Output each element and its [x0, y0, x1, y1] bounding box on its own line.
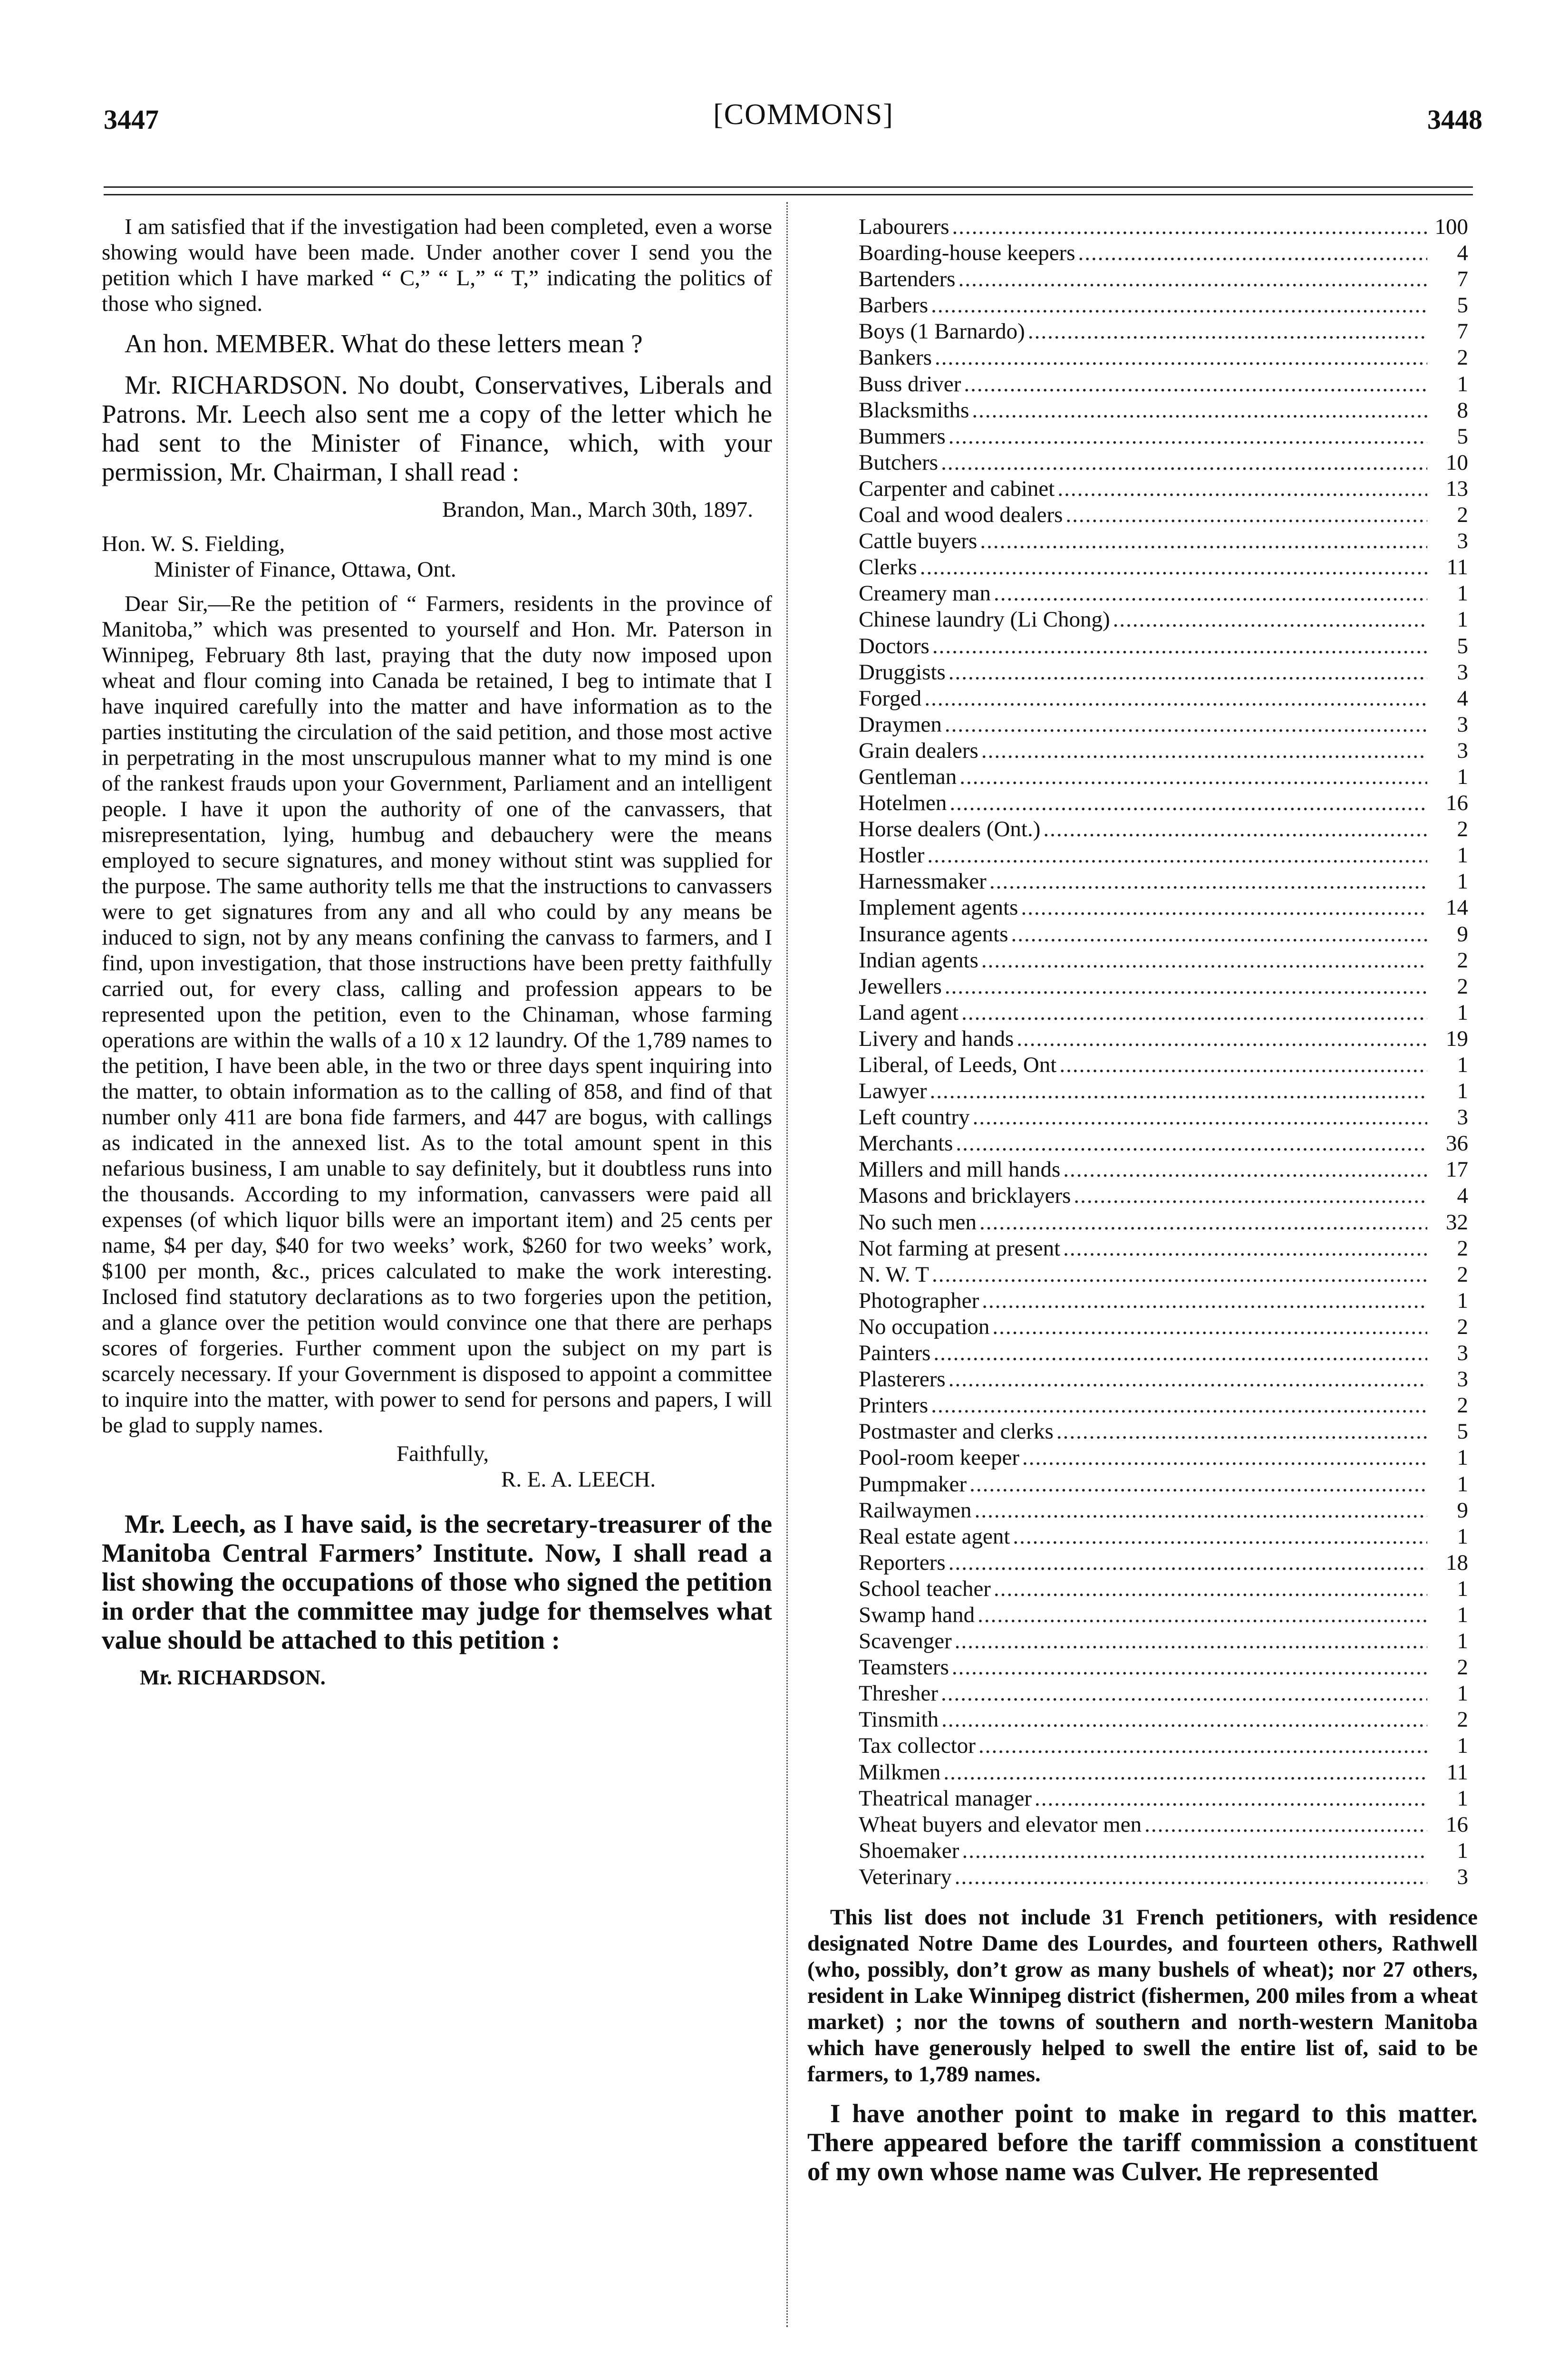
occupation-row [807, 1445, 1478, 1471]
header-rule-bottom [104, 194, 1473, 195]
occupation-name: Hotelmen [859, 791, 947, 816]
occupation-row [807, 1786, 1478, 1812]
page-number-right: 3448 [1427, 104, 1482, 135]
occupation-name: Gentleman [859, 764, 957, 789]
dot-leader [1011, 921, 1428, 947]
dot-leader [930, 1078, 1427, 1104]
dot-leader [1063, 1236, 1427, 1262]
occupation-count: 3 [1457, 1341, 1468, 1366]
occupation-count: 13 [1446, 476, 1468, 501]
occupation-name: Labourers [859, 214, 949, 239]
dot-leader [941, 1707, 1427, 1733]
occupation-count: 7 [1457, 319, 1468, 344]
occupation-row [807, 895, 1478, 921]
occupation-row [807, 974, 1478, 1000]
paragraph-leech-secretary: Mr. Leech, as I have said, is the secretary-treasurer of the Manitoba Central Farmers’ Institute. Now, I shall read a list showing the occupations of those who signed the petition in order that the committee may judge for themselves what value should be attached to this petition : [102, 1509, 772, 1654]
occupation-count: 1 [1457, 1053, 1468, 1077]
dot-leader [949, 790, 1427, 816]
dot-leader [1022, 1445, 1427, 1471]
dot-leader [952, 1654, 1427, 1681]
occupation-count: 2 [1457, 1393, 1468, 1418]
occupation-row [807, 1681, 1478, 1707]
occupation-count: 1 [1457, 843, 1468, 868]
occupation-name: Tinsmith [859, 1707, 939, 1732]
dot-leader [992, 1314, 1427, 1340]
occupation-row [807, 686, 1478, 712]
occupation-count: 1 [1457, 1445, 1468, 1470]
occupation-row [807, 1602, 1478, 1628]
occupation-row [807, 790, 1478, 816]
occupation-count: 9 [1457, 1498, 1468, 1523]
occupation-count: 2 [1457, 1262, 1468, 1287]
occupation-row [807, 502, 1478, 528]
dot-leader [1021, 895, 1427, 921]
occupation-row [807, 319, 1478, 345]
dot-leader [945, 712, 1427, 738]
occupation-row [807, 607, 1478, 633]
occupation-row [807, 1026, 1478, 1052]
occupation-count: 1 [1457, 764, 1468, 789]
occupation-name: Grain dealers [859, 738, 978, 763]
dot-leader [1113, 607, 1427, 633]
occupation-name: Liberal, of Leeds, Ont [859, 1053, 1057, 1077]
occupation-row [807, 1157, 1478, 1183]
occupation-name: Wheat buyers and elevator men [859, 1812, 1142, 1837]
occupation-name: Hostler [859, 843, 925, 868]
occupation-count: 5 [1457, 1419, 1468, 1444]
occupation-row [807, 345, 1478, 371]
paragraph-another-point: I have another point to make in regard to this matter. There appeared before the tariff commission a constituent of my own whose name was Culver. He represented [807, 2099, 1478, 2186]
dot-leader [964, 371, 1427, 397]
occupation-row [807, 1524, 1478, 1550]
occupation-row [807, 712, 1478, 738]
occupation-name: Teamsters [859, 1655, 949, 1680]
dot-leader [1016, 1026, 1427, 1052]
dot-leader [978, 1602, 1427, 1628]
occupation-name: Plasterers [859, 1367, 946, 1392]
dot-leader [949, 1366, 1427, 1392]
occupation-row [807, 1209, 1478, 1236]
occupation-row [807, 1052, 1478, 1078]
occupation-count: 4 [1457, 241, 1468, 266]
occupation-row [807, 397, 1478, 424]
right-column [807, 214, 1478, 2186]
dot-leader [924, 686, 1427, 712]
occupation-row [807, 659, 1478, 686]
column-divider [786, 202, 788, 2327]
occupation-name: Clerks [859, 555, 917, 580]
occupation-count: 10 [1446, 450, 1468, 475]
occupation-count: 100 [1434, 214, 1468, 239]
running-header: [COMMONS] [713, 98, 894, 131]
occupation-count: 18 [1446, 1550, 1468, 1575]
dot-leader [981, 738, 1427, 764]
occupation-row [807, 1498, 1478, 1524]
occupation-name: Horse dealers (Ont.) [859, 817, 1041, 842]
occupation-row [807, 1707, 1478, 1733]
occupation-row [807, 580, 1478, 607]
occupation-name: Painters [859, 1341, 931, 1366]
dot-leader [931, 1392, 1427, 1419]
occupation-row [807, 1262, 1478, 1288]
occupation-count: 16 [1446, 1812, 1468, 1837]
occupation-row [807, 476, 1478, 502]
occupation-name: Milkmen [859, 1759, 941, 1785]
dot-leader [943, 1759, 1427, 1786]
occupation-row [807, 1392, 1478, 1419]
dot-leader [927, 842, 1427, 869]
occupation-count: 3 [1457, 712, 1468, 737]
dot-leader [979, 1209, 1427, 1236]
letter-closing: Faithfully, [397, 1441, 489, 1466]
occupation-count: 3 [1457, 1367, 1468, 1392]
occupation-name: Reporters [859, 1550, 946, 1575]
occupation-count: 2 [1457, 947, 1468, 973]
occupation-count: 1 [1457, 371, 1468, 396]
dot-leader [961, 1000, 1427, 1026]
occupation-name: Butchers [859, 450, 939, 475]
occupation-count: 2 [1457, 1236, 1468, 1261]
occupation-name: Theatrical manager [859, 1786, 1032, 1811]
occupation-count: 2 [1457, 1314, 1468, 1339]
dot-leader [1074, 1183, 1427, 1209]
occupation-name: Photographer [859, 1288, 979, 1313]
occupation-row [807, 1864, 1478, 1890]
occupation-row [807, 1733, 1478, 1759]
letter-dateline: Brandon, Man., March 30th, 1897. [442, 497, 753, 522]
dot-leader [989, 869, 1427, 895]
dot-leader [972, 397, 1427, 424]
dot-leader [994, 580, 1427, 607]
occupation-count: 4 [1457, 1183, 1468, 1208]
occupation-count: 14 [1446, 895, 1468, 920]
occupation-count: 8 [1457, 397, 1468, 423]
dot-leader [1043, 816, 1427, 842]
occupation-row [807, 424, 1478, 450]
occupation-row [807, 214, 1478, 240]
occupation-name: Blacksmiths [859, 397, 969, 423]
occupation-row [807, 240, 1478, 266]
occupation-row [807, 1654, 1478, 1681]
occupation-name: Buss driver [859, 371, 961, 396]
dot-leader [982, 1288, 1427, 1314]
occupation-name: Lawyer [859, 1079, 927, 1104]
letter-addressee: Hon. W. S. Fielding, [102, 531, 285, 556]
occupation-name: Shoemaker [859, 1838, 959, 1863]
occupation-count: 2 [1457, 974, 1468, 999]
occupation-name: Bankers [859, 345, 932, 370]
occupation-row [807, 738, 1478, 764]
occupation-name: Swamp hand [859, 1602, 975, 1627]
occupation-name: Veterinary [859, 1864, 952, 1889]
occupation-row [807, 1000, 1478, 1026]
occupation-name: Jewellers [859, 974, 942, 999]
occupation-name: Merchants [859, 1131, 953, 1156]
dot-leader [955, 1864, 1427, 1890]
occupation-count: 5 [1457, 633, 1468, 658]
occupation-count: 1 [1457, 1288, 1468, 1313]
dot-leader [920, 554, 1427, 580]
dot-leader [1057, 476, 1427, 502]
dot-leader [973, 1104, 1427, 1131]
occupation-row [807, 1838, 1478, 1864]
occupation-count: 32 [1446, 1209, 1468, 1235]
occupation-row [807, 1366, 1478, 1392]
occupation-name: Barbers [859, 293, 929, 318]
dot-leader [975, 1498, 1427, 1524]
occupation-row [807, 371, 1478, 397]
occupation-count: 1 [1457, 581, 1468, 606]
dot-leader [956, 1131, 1427, 1157]
dot-leader [981, 947, 1427, 974]
occupation-count: 1 [1457, 1471, 1468, 1497]
occupation-name: Left country [859, 1105, 970, 1130]
occupation-count: 3 [1457, 659, 1468, 685]
occupation-count: 2 [1457, 1655, 1468, 1680]
occupation-count: 11 [1446, 555, 1468, 580]
dot-leader [932, 1262, 1427, 1288]
dot-leader [933, 1340, 1427, 1366]
occupation-name: Boarding-house keepers [859, 241, 1075, 266]
occupation-name: Not farming at present [859, 1236, 1061, 1261]
occupation-row [807, 1759, 1478, 1786]
occupation-row [807, 450, 1478, 476]
occupation-name: N. W. T [859, 1262, 929, 1287]
list-note: This list does not include 31 French petitioners, with residence designated Notre Dame des Lourdes, and fourteen others, Rathwell (who, possibly, don’t grow as many bushels of wheat); nor 27 others, resident in Lake Winnipeg district (fishermen, 200 miles from a wheat market) ; nor the towns of southern and north-western Manitoba which have generously helped to swell the entire list of, said to be farmers, to 1,789 names. [807, 1905, 1478, 2087]
occupation-count: 1 [1457, 1000, 1468, 1025]
dot-leader [978, 1733, 1427, 1759]
occupation-row [807, 1288, 1478, 1314]
occupation-row [807, 1314, 1478, 1340]
occupation-count: 5 [1457, 293, 1468, 318]
occupation-name: No occupation [859, 1314, 990, 1339]
occupation-row [807, 528, 1478, 554]
occupation-name: Railwaymen [859, 1498, 972, 1523]
occupation-count: 1 [1457, 1079, 1468, 1104]
occupation-count: 3 [1457, 1105, 1468, 1130]
occupation-name: Coal and wood dealers [859, 502, 1063, 528]
occupation-name: Tax collector [859, 1733, 976, 1759]
speaker-name: Mr. RICHARDSON. [140, 1666, 326, 1689]
occupation-row [807, 947, 1478, 974]
occupation-count: 3 [1457, 529, 1468, 554]
occupation-name: Bummers [859, 424, 946, 449]
occupation-row [807, 921, 1478, 947]
paragraph-richardson: Mr. RICHARDSON. No doubt, Conservatives, Liberals and Patrons. Mr. Leech also sent me a copy of the letter which he had sent to the Minister of Finance, which, with your permission, Mr. Chairman, I shall read : [102, 370, 772, 486]
page-number-left: 3447 [104, 104, 159, 135]
occupation-count: 17 [1446, 1157, 1468, 1182]
occupation-count: 1 [1457, 1524, 1468, 1549]
occupation-count: 1 [1457, 1602, 1468, 1627]
occupation-count: 1 [1457, 1629, 1468, 1654]
dot-leader [1144, 1812, 1427, 1838]
occupation-name: Bartenders [859, 267, 956, 292]
dot-leader [1065, 502, 1427, 528]
occupation-name: Postmaster and clerks [859, 1419, 1054, 1444]
letter-addressee-title: Minister of Finance, Ottawa, Ont. [154, 557, 456, 582]
occupation-count: 5 [1457, 424, 1468, 449]
occupation-count: 1 [1457, 1838, 1468, 1863]
occupation-count: 1 [1457, 869, 1468, 894]
occupation-row [807, 1576, 1478, 1602]
occupation-count: 1 [1457, 1733, 1468, 1759]
occupation-name: School teacher [859, 1576, 991, 1601]
dot-leader [1078, 240, 1428, 266]
occupation-count: 7 [1457, 267, 1468, 292]
occupation-name: Printers [859, 1393, 929, 1418]
occupation-count: 1 [1457, 1681, 1468, 1706]
dot-leader [941, 1681, 1427, 1707]
occupation-name: Insurance agents [859, 921, 1008, 947]
occupation-name: Creamery man [859, 581, 991, 606]
dot-leader [1059, 1052, 1427, 1078]
occupation-name: Draymen [859, 712, 942, 737]
occupation-row [807, 1812, 1478, 1838]
occupation-name: Scavenger [859, 1629, 952, 1654]
dot-leader [1028, 319, 1427, 345]
occupation-name: Thresher [859, 1681, 939, 1706]
occupation-row [807, 1471, 1478, 1498]
occupation-row [807, 1340, 1478, 1366]
occupation-row [807, 1183, 1478, 1209]
occupation-name: Land agent [859, 1000, 959, 1025]
paragraph-member-question: An hon. MEMBER. What do these letters mean ? [125, 329, 643, 358]
occupation-count: 1 [1457, 607, 1468, 632]
occupation-count: 2 [1457, 345, 1468, 370]
occupation-row [807, 1419, 1478, 1445]
occupation-count: 3 [1457, 738, 1468, 763]
occupation-row [807, 554, 1478, 580]
occupation-row [807, 816, 1478, 842]
occupation-count: 4 [1457, 686, 1468, 711]
occupation-row [807, 842, 1478, 869]
occupation-name: Implement agents [859, 895, 1018, 920]
dot-leader [969, 1471, 1427, 1498]
dot-leader [949, 659, 1427, 686]
occupation-name: Indian agents [859, 947, 978, 973]
occupation-list [807, 214, 1478, 1890]
occupation-row [807, 1550, 1478, 1576]
occupation-row [807, 869, 1478, 895]
occupation-name: Harnessmaker [859, 869, 987, 894]
occupation-name: Livery and hands [859, 1026, 1014, 1051]
dot-leader [949, 424, 1427, 450]
occupation-count: 9 [1457, 921, 1468, 947]
left-column [102, 214, 772, 1691]
dot-leader [962, 1838, 1427, 1864]
occupation-name: Real estate agent [859, 1524, 1010, 1549]
occupation-count: 1 [1457, 1786, 1468, 1811]
header-rule-top [104, 186, 1473, 188]
occupation-count: 16 [1446, 791, 1468, 816]
occupation-count: 1 [1457, 1576, 1468, 1601]
occupation-name: Pool-room keeper [859, 1445, 1020, 1470]
dot-leader [1063, 1157, 1427, 1183]
occupation-name: Pumpmaker [859, 1471, 967, 1497]
letter-body: Dear Sir,—Re the petition of “ Farmers, residents in the province of Manitoba,” which was presented to yourself and Hon. Mr. Paterson in Winnipeg, February 8th last, praying that the duty now imposed upon wheat and flour coming into Canada be retained, I beg to intimate that I have inquired carefully into the matter and have information as to the parties instituting the circulation of the said petition, and those most active in perpetrating in the most unscrupulous manner what to my mind is one of the rankest frauds upon your Government, Parliament and an intelligent people. I have it upon the authority of one of the canvassers, that misrepresentation, lying, humbug and debauchery were the means employed to secure signatures, and money without stint was supplied for the purpose. The same authority tells me that the instructions to canvassers were to get signatures from any and all who could by any means be induced to sign, not by any means confining the canvass to farmers, and I find, upon investigation, that those instructions have been pretty faithfully carried out, for every class, calling and profession appears to be represented upon the petition, even to the Chinaman, whose farming operations are within the walls of a 10 x 12 laundry. Of the 1,789 names to the petition, I have been able, in the two or three days spent inquiring into the matter, to obtain information as to the calling of 858, and find of that number only 411 are bona fide farmers, and 447 are bogus, with callings as indicated in the annexed list. As to the total amount spent in this nefarious business, I am unable to say definitely, but it doubtless runs into the thousands. According to my information, canvassers were paid all expenses (of which liquor bills were an important item) and 25 cents per name, $4 per day, $40 for two weeks’ work, $260 for two weeks’ work, $100 per month, &c., prices calculated to make the work interesting. Inclosed find statutory declarations as to two forgeries upon the petition, and a glance over the petition would convince one that there are perhaps scores of forgeries. Further comment upon the subject on my part is scarcely necessary. If your Government is disposed to appoint a committee to inquire into the matter, with power to send for persons and papers, I will be glad to supply names. [102, 591, 772, 1438]
dot-leader [955, 1628, 1427, 1654]
occupation-name: Doctors [859, 633, 929, 658]
occupation-name: No such men [859, 1209, 977, 1235]
dot-leader [1056, 1419, 1427, 1445]
occupation-row [807, 1078, 1478, 1104]
dot-leader [1035, 1786, 1427, 1812]
occupation-name: Chinese laundry (Li Chong) [859, 607, 1110, 632]
occupation-name: Carpenter and cabinet [859, 476, 1055, 501]
occupation-count: 2 [1457, 502, 1468, 528]
dot-leader [945, 974, 1427, 1000]
occupation-row [807, 1628, 1478, 1654]
dot-leader [952, 214, 1427, 240]
occupation-count: 3 [1457, 1864, 1468, 1889]
occupation-name: Forged [859, 686, 922, 711]
dot-leader [994, 1576, 1427, 1602]
occupation-row [807, 292, 1478, 319]
paragraph-satisfied: I am satisfied that if the investigation had been completed, even a worse showing would have been made. Under another cover I send you the petition which I have marked “ C,” “ L,” “ T,” indicating the politics of those who signed. [102, 214, 772, 316]
dot-leader [931, 292, 1427, 319]
occupation-count: 2 [1457, 817, 1468, 842]
dot-leader [1013, 1524, 1427, 1550]
letter-signature: R. E. A. LEECH. [501, 1467, 656, 1492]
occupation-row [807, 266, 1478, 292]
dot-leader [935, 345, 1427, 371]
dot-leader [932, 633, 1427, 659]
occupation-row [807, 633, 1478, 659]
occupation-count: 11 [1446, 1759, 1468, 1785]
occupation-name: Masons and bricklayers [859, 1183, 1071, 1208]
occupation-row [807, 1104, 1478, 1131]
dot-leader [959, 764, 1427, 790]
occupation-row [807, 764, 1478, 790]
occupation-count: 36 [1446, 1131, 1468, 1156]
occupation-name: Cattle buyers [859, 529, 978, 554]
occupation-count: 2 [1457, 1707, 1468, 1732]
occupation-name: Millers and mill hands [859, 1157, 1061, 1182]
occupation-name: Druggists [859, 659, 946, 685]
dot-leader [980, 528, 1427, 554]
occupation-count: 19 [1446, 1026, 1468, 1051]
occupation-name: Boys (1 Barnardo) [859, 319, 1025, 344]
occupation-row [807, 1131, 1478, 1157]
dot-leader [949, 1550, 1427, 1576]
dot-leader [941, 450, 1427, 476]
occupation-row [807, 1236, 1478, 1262]
dot-leader [958, 266, 1427, 292]
